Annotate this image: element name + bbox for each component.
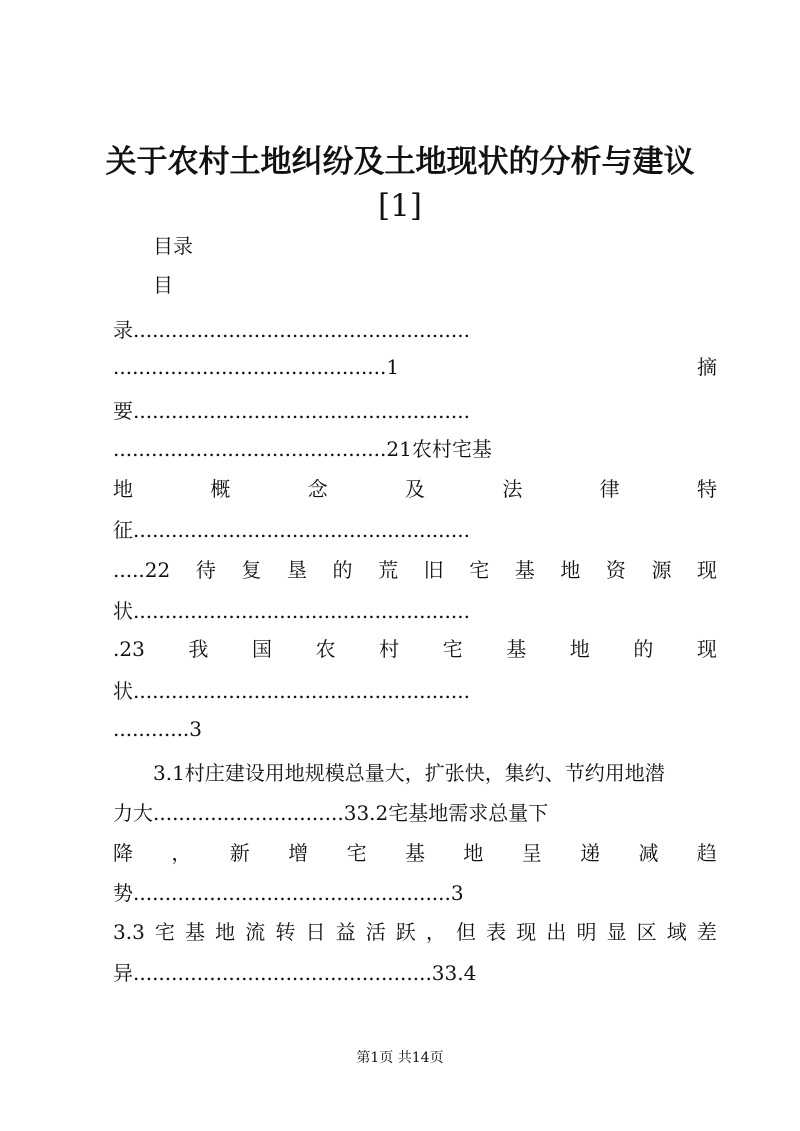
toc-line-9: 状..................................................... [113,599,470,623]
toc-line-10-part: 地 [569,637,590,661]
toc-line-6-char: 地 [113,477,133,501]
toc-line-6-char: 特 [696,477,717,501]
document-title-line1: 关于农村土地纠纷及土地现状的分析与建议 [105,144,695,180]
toc-line-17-part: 表 [486,920,507,944]
toc-line-8-part: 荒 [378,558,399,582]
toc-line-4: 要..................................................... [113,399,470,423]
page-footer: 第1页 共14页 [356,1050,444,1066]
toc-line-8-part: 源 [651,558,672,582]
toc-line-6-char: 念 [307,477,328,501]
toc-line-17-part: 跃 [395,920,416,944]
toc-line-3-end: 摘 [697,355,717,379]
toc-line-15-char: 基 [404,841,425,865]
toc-line-8-part: 地 [560,558,581,582]
toc-line-17-part: 域 [666,920,687,944]
toc-line-17-part: 日 [305,920,326,944]
toc-line-10-part: 的 [633,637,654,661]
document-title-line2: [1] [378,188,422,224]
toc-line-14: 力大..............................33.2宅基地需求总量下 [113,801,549,825]
toc-line-15-char: 增 [288,841,309,865]
toc-line-17-part: 出 [546,920,567,944]
toc-line-11: 状..................................................... [113,679,470,703]
toc-line-8-part: 宅 [469,558,490,582]
toc-line-17-part: 差 [696,920,717,944]
toc-line-1: 目 [153,273,173,297]
toc-line-10-part: 我 [188,637,209,661]
toc-line-10-part: 农 [315,637,336,661]
toc-line-12: ............3 [113,717,203,741]
toc-line-15-char: 递 [580,841,601,865]
toc-line-15-char: 减 [638,841,659,865]
toc-line-17-part: 显 [606,920,627,944]
toc-line-15-char: 降 [113,841,133,865]
toc-line-7: 征..................................................... [113,518,470,542]
toc-line-13: 3.1村庄建设用地规模总量大，扩张快，集约、节约用地潜 [153,761,665,785]
toc-line-3 [113,351,717,383]
toc-line-6-char: 及 [404,477,425,501]
toc-line-18: 异...............................................33.4 [113,961,477,985]
toc-line-8-part: 基 [514,558,535,582]
toc-line-8-part: 待 [195,558,216,582]
toc-line-8-part: .....22 [113,558,171,582]
toc-line-6-char: 律 [599,477,620,501]
toc-line-15-char: ， [171,841,192,865]
toc-line-6-char: 概 [210,477,231,501]
toc-line-17-part: 宅 [154,920,175,944]
toc-line-15-char: 新 [229,841,250,865]
toc-line-8-part: 现 [697,558,717,582]
toc-line-8-part: 的 [332,558,353,582]
toc-line-8-part: 旧 [423,558,444,582]
toc-line-17-part: 但 [456,920,477,944]
toc-line-17-part: 益 [335,920,356,944]
toc-heading: 目录 [153,234,193,258]
toc-line-17-part: 3.3 [113,920,145,944]
toc-line-15 [113,837,717,869]
toc-line-15-char: 呈 [521,841,542,865]
toc-line-10 [113,633,717,665]
toc-line-6-char: 法 [502,477,523,501]
toc-line-8-part: 资 [605,558,626,582]
toc-line-8 [113,554,717,586]
toc-line-17-part: ， [425,920,446,944]
toc-line-5: ...........................................21农村宅基 [113,437,492,461]
toc-line-10-part: 现 [696,637,717,661]
toc-line-17 [113,916,717,948]
toc-line-17-part: 区 [636,920,657,944]
toc-line-15-char: 趋 [696,841,717,865]
toc-line-17-part: 明 [576,920,597,944]
toc-line-10-part: 村 [379,637,400,661]
toc-line-10-part: 宅 [442,637,463,661]
toc-line-17-part: 地 [215,920,236,944]
toc-line-10-part: 基 [506,637,527,661]
toc-line-17-part: 流 [245,920,266,944]
toc-line-15-char: 地 [463,841,484,865]
toc-line-10-part: 国 [251,637,272,661]
toc-line-2: 录..................................................... [113,318,470,342]
toc-line-17-part: 活 [365,920,386,944]
toc-line-17-part: 现 [516,920,537,944]
toc-line-15-char: 宅 [346,841,367,865]
toc-line-10-part: .23 [113,637,145,661]
toc-line-6 [113,473,717,505]
toc-line-16: 势..................................................3 [113,881,464,905]
toc-line-8-part: 复 [241,558,262,582]
toc-line-17-part: 转 [275,920,296,944]
toc-line-8-part: 垦 [286,558,307,582]
toc-line-17-part: 基 [185,920,206,944]
toc-line-3-dots: ...........................................1 [113,355,400,379]
